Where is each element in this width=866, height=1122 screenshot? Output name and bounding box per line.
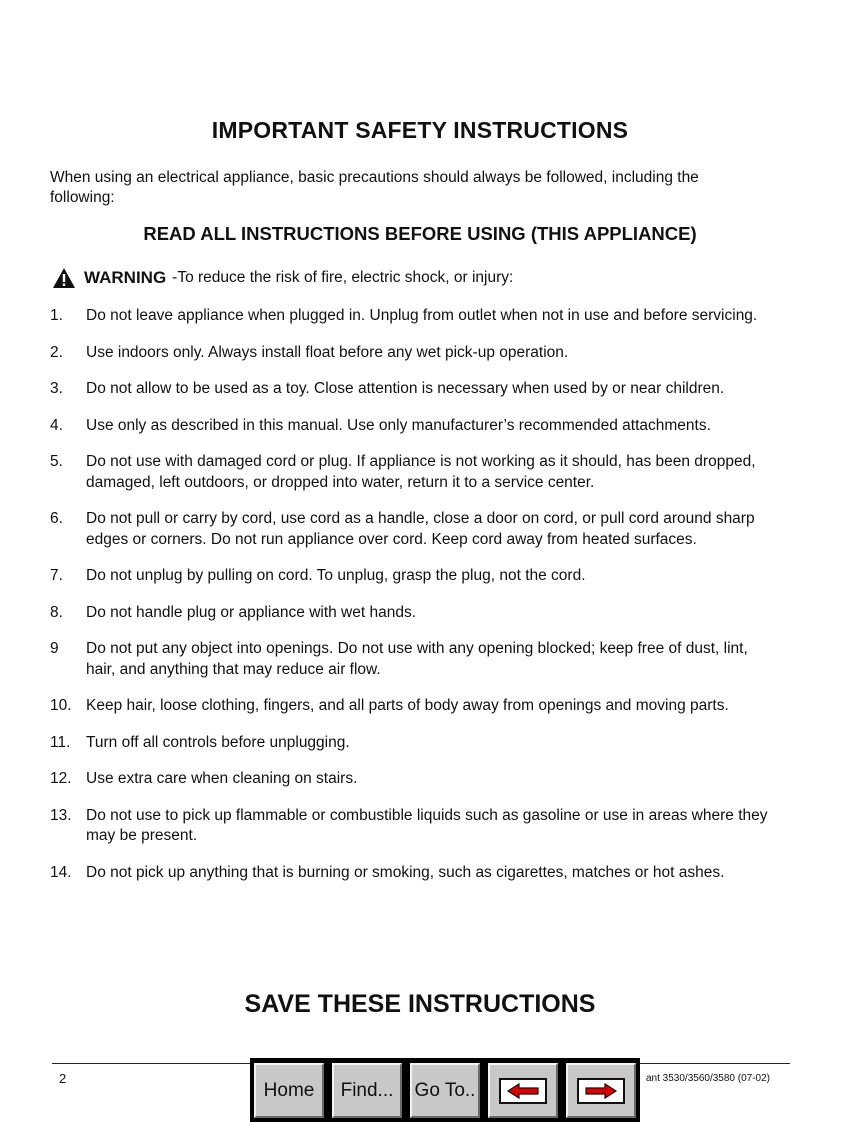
instruction-number: 12.	[50, 770, 72, 787]
previous-page-button[interactable]	[484, 1058, 562, 1122]
instruction-text: Do not pull or carry by cord, use cord as a handle, close a door on cord, or pull cord around sharp edges or corners. Do not run appliance over cord. Keep cord away from heated surfaces.	[86, 510, 755, 548]
footer-model-text: ant 3530/3560/3580 (07-02)	[646, 1073, 770, 1084]
instruction-number: 5.	[50, 453, 63, 470]
intro-paragraph: When using an electrical appliance, basic precautions should always be followed, including the following:	[50, 169, 699, 206]
page-number: 2	[59, 1071, 67, 1086]
instruction-item	[50, 806, 770, 847]
instruction-item	[50, 603, 770, 624]
save-instructions-heading: SAVE THESE INSTRUCTIONS	[244, 990, 596, 1018]
warning-text: -To reduce the risk of fire, electric shock, or injury:	[172, 269, 514, 286]
arrow-left-icon	[499, 1078, 547, 1104]
instruction-text: Use extra care when cleaning on stairs.	[86, 770, 358, 787]
arrow-right-icon	[577, 1078, 625, 1104]
instruction-text: Do not use with damaged cord or plug. If appliance is not working as it should, has been dropped, damaged, left outdoors, or dropped into water, return it to a service center.	[86, 453, 756, 491]
home-button-label: Home	[254, 1063, 324, 1118]
instruction-number: 6.	[50, 510, 63, 527]
instruction-number: 4.	[50, 416, 63, 434]
instruction-text: Keep hair, loose clothing, fingers, and all parts of body away from openings and moving parts.	[86, 697, 729, 714]
instruction-item	[50, 863, 770, 884]
find-button[interactable]	[328, 1058, 406, 1122]
instruction-number: 2.	[50, 343, 63, 361]
instruction-text: Do not put any object into openings. Do not use with any opening blocked; keep free of dust, lint, hair, and anything that may reduce air flow.	[86, 640, 748, 678]
next-page-button[interactable]	[562, 1058, 640, 1122]
page-title: IMPORTANT SAFETY INSTRUCTIONS	[211, 117, 629, 143]
instruction-item	[50, 566, 770, 587]
go-to-button[interactable]	[406, 1058, 484, 1122]
instruction-text: Turn off all controls before unplugging.	[86, 733, 350, 751]
home-button[interactable]	[250, 1058, 328, 1122]
instruction-number: 1.	[50, 307, 63, 324]
instruction-item	[50, 509, 770, 550]
instruction-number: 3.	[50, 380, 63, 397]
instruction-item	[50, 696, 770, 717]
instruction-number: 13.	[50, 806, 72, 824]
navigation-bar	[250, 1058, 640, 1122]
warning-triangle-icon	[52, 267, 76, 289]
instruction-item	[50, 733, 770, 754]
find-button-label: Find...	[332, 1063, 402, 1118]
go-to-button-label: Go To..	[410, 1063, 480, 1118]
instruction-list	[50, 306, 770, 899]
instruction-text: Do not pick up anything that is burning or smoking, such as cigarettes, matches or hot ashes.	[86, 863, 725, 881]
instruction-text: Do not allow to be used as a toy. Close attention is necessary when used by or near children.	[86, 380, 725, 397]
instruction-text: Use indoors only. Always install float before any wet pick-up operation.	[86, 343, 569, 361]
instruction-number: 7.	[50, 567, 63, 584]
instruction-number: 9	[50, 640, 59, 657]
warning-label: WARNING	[84, 268, 167, 287]
instruction-item	[50, 343, 770, 364]
instruction-item	[50, 416, 770, 437]
instruction-item	[50, 379, 770, 400]
instruction-number: 10.	[50, 697, 72, 714]
instruction-text: Use only as described in this manual. Use only manufacturer’s recommended attachments.	[86, 416, 711, 434]
read-all-heading: READ ALL INSTRUCTIONS BEFORE USING (THIS APPLIANCE)	[143, 223, 697, 244]
instruction-number: 11.	[50, 733, 71, 751]
instruction-item	[50, 306, 770, 327]
instruction-item	[50, 769, 770, 790]
instruction-text: Do not leave appliance when plugged in. Unplug from outlet when not in use and before servicing.	[86, 307, 758, 324]
instruction-item	[50, 639, 770, 680]
instruction-text: Do not use to pick up flammable or combustible liquids such as gasoline or use in areas where they may be present.	[86, 806, 768, 844]
instruction-number: 14.	[50, 863, 72, 881]
instruction-text: Do not handle plug or appliance with wet hands.	[86, 603, 417, 621]
instruction-text: Do not unplug by pulling on cord. To unplug, grasp the plug, not the cord.	[86, 567, 586, 584]
instruction-item	[50, 452, 770, 493]
instruction-number: 8.	[50, 603, 63, 621]
warning-line	[52, 267, 513, 289]
